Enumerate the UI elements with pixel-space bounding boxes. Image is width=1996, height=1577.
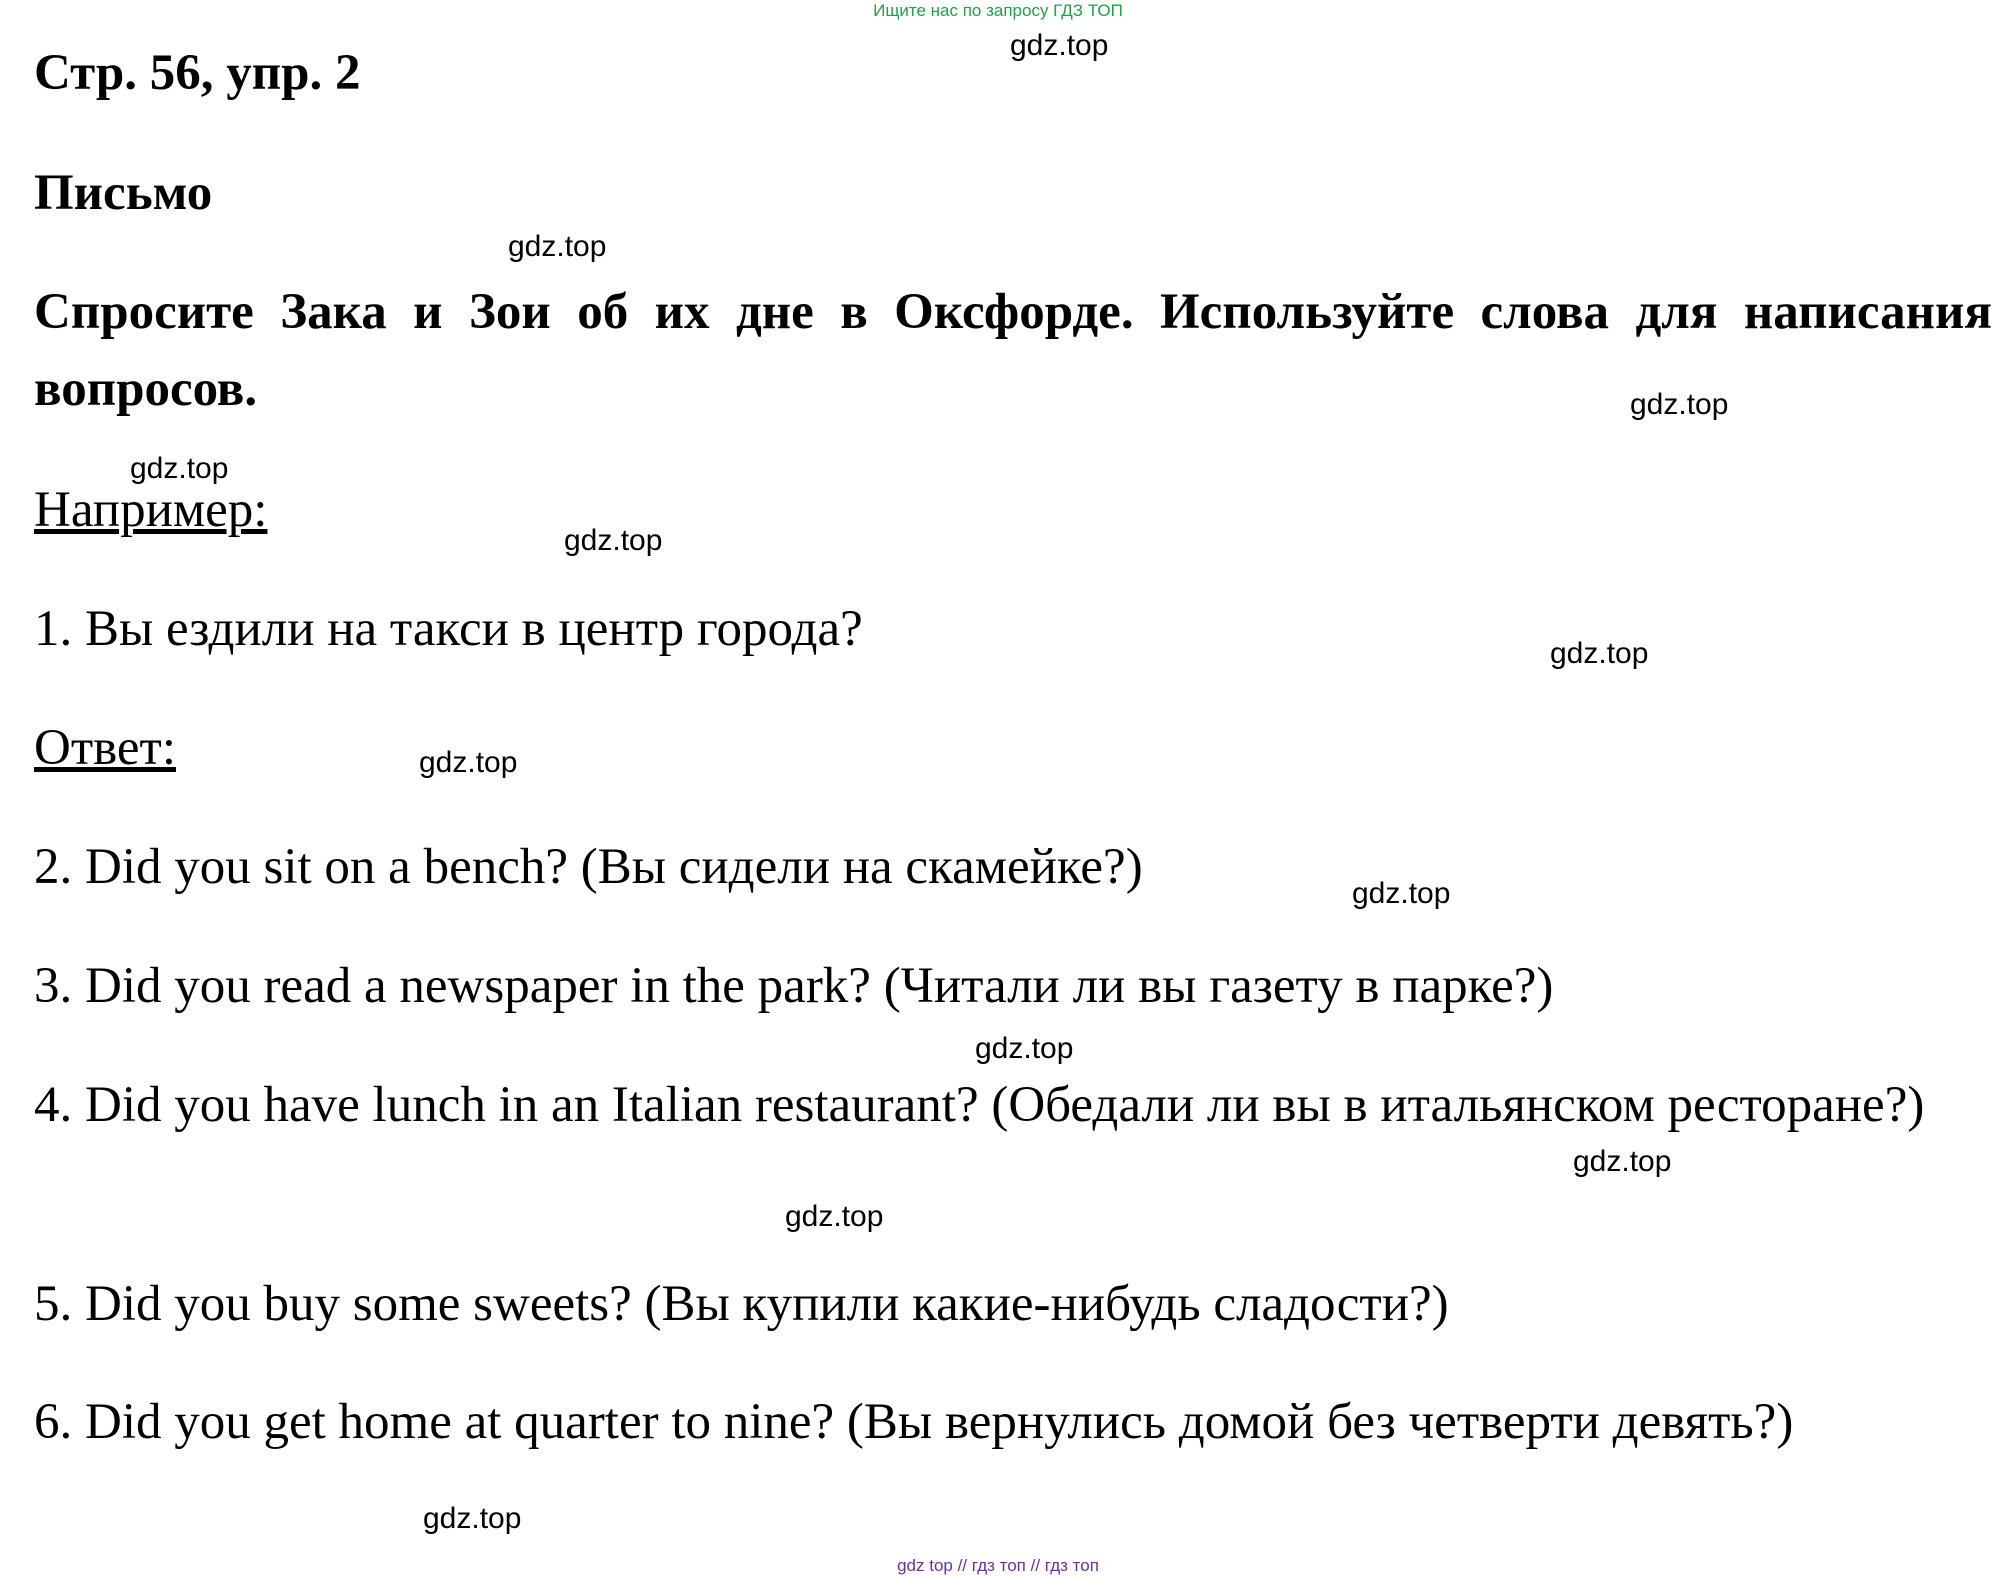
watermark: gdz.top <box>1573 1145 1672 1178</box>
answer-label: Ответ: <box>34 720 176 776</box>
watermark: gdz.top <box>1630 388 1729 421</box>
answer-item: 4. Did you have lunch in an Italian restaurant? (Обедали ли вы в итальянском ресторане?) <box>34 1077 1925 1133</box>
task-text: Спросите Зака и Зои об их дне в Оксфорде. Используйте слова для написания вопросов. <box>34 284 1992 417</box>
page-title: Стр. 56, упр. 2 <box>34 45 361 101</box>
watermark: gdz.top <box>975 1032 1074 1065</box>
example-label: Например: <box>34 482 268 538</box>
watermark: gdz.top <box>423 1502 522 1535</box>
watermark: gdz.top <box>1550 637 1649 670</box>
watermark: gdz.top <box>508 230 607 263</box>
answer-item: 5. Did you buy some sweets? (Вы купили какие-нибудь сладости?) <box>34 1276 1449 1332</box>
answer-item: 6. Did you get home at quarter to nine? (Вы вернулись домой без четверти девять?) <box>34 1394 1794 1450</box>
section-title: Письмо <box>34 165 213 221</box>
watermark: gdz.top <box>130 452 229 485</box>
answer-item: 3. Did you read a newspaper in the park? (Читали ли вы газету в парке?) <box>34 958 1554 1014</box>
watermark: gdz.top <box>564 524 663 557</box>
answer-item: 2. Did you sit on a bench? (Вы сидели на скамейке?) <box>34 839 1143 895</box>
top-banner: Ищите нас по запросу ГДЗ ТОП <box>873 1 1123 20</box>
watermark: gdz.top <box>1010 29 1109 62</box>
watermark: gdz.top <box>419 746 518 779</box>
watermark: gdz.top <box>1352 877 1451 910</box>
footer-links: gdz top // гдз топ // гдз топ <box>897 1556 1099 1575</box>
example-line: 1. Вы ездили на такси в центр города? <box>34 601 863 657</box>
watermark: gdz.top <box>785 1200 884 1233</box>
